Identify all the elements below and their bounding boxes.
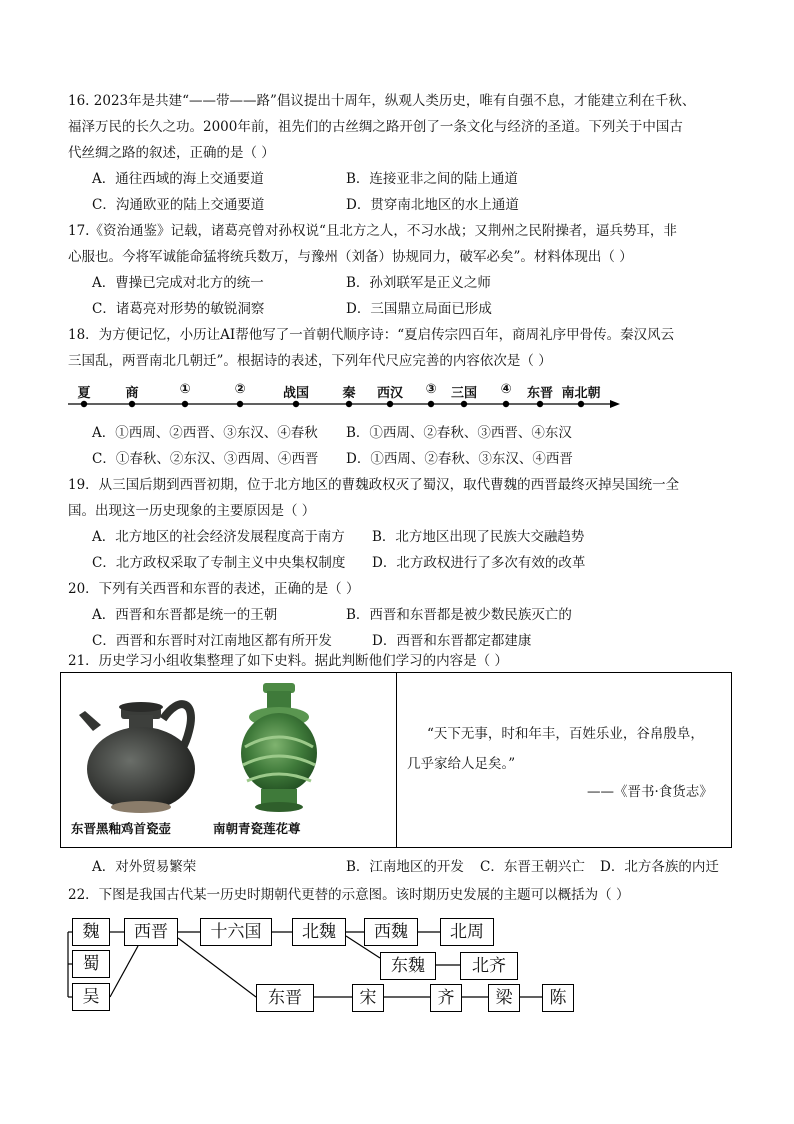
- q21-quote-line-1: “天下无事，时和年丰，百姓乐业，谷帛殷阜，: [427, 726, 704, 742]
- timeline-label-6: 西汉: [376, 386, 404, 401]
- q17-stem-2: 心服也。今将军诚能命猛将统兵数万，与豫州（刘备）协规同力，破军必矣”。材料体现出（ ）: [68, 249, 633, 265]
- timeline-dot-7: [428, 401, 434, 407]
- q17-option-c[interactable]: C．诸葛亮对形势的敏锐洞察: [92, 301, 265, 317]
- timeline-label-9: ④: [500, 382, 512, 397]
- q17-stem-1: 17.《资治通鉴》记载，诸葛亮曾对孙权说“且北方之人，不习水战；又荆州之民附操者，逼兵势耳，非: [68, 223, 677, 239]
- timeline-dot-4: [293, 401, 299, 407]
- q21-option-c[interactable]: C．东晋王朝兴亡: [480, 859, 585, 875]
- diagram-chen: 陈: [542, 984, 574, 1012]
- timeline-label-11: 南北朝: [561, 386, 601, 401]
- diagram-beiwei: 北魏: [292, 918, 346, 946]
- timeline-dot-0: [81, 401, 87, 407]
- q18-stem-2: 三国乱，两晋南北几朝迁”。根据诗的表述，下列年代尺应完善的内容依次是（ ）: [68, 353, 552, 369]
- q17-option-b[interactable]: B．孙刘联军是正义之师: [346, 275, 491, 291]
- diagram-dongwei: 东魏: [380, 952, 436, 980]
- q21-divider: [396, 673, 397, 847]
- q20-option-a[interactable]: A．西晋和东晋都是统一的王朝: [92, 607, 278, 623]
- diagram-beiqi: 北齐: [460, 952, 518, 980]
- ewer-caption: 东晋黑釉鸡首瓷壶: [71, 821, 172, 836]
- q20-stem: 20．下列有关西晋和东晋的表述，正确的是（ ）: [68, 581, 360, 597]
- diagram-wu: 吴: [72, 983, 110, 1011]
- diagram-beizhou: 北周: [440, 918, 494, 946]
- q17-option-a[interactable]: A．曹操已完成对北方的统一: [92, 275, 264, 291]
- timeline-arrow: [610, 400, 620, 408]
- q21-quote-line-2: 几乎家给人足矣。”: [407, 756, 516, 772]
- timeline-label-10: 东晋: [526, 386, 554, 401]
- timeline-label-3: ②: [234, 382, 246, 397]
- q20-option-d[interactable]: D．西晋和东晋都定都建康: [372, 633, 532, 649]
- timeline-dot-9: [503, 401, 509, 407]
- q19-option-d[interactable]: D．北方政权进行了多次有效的改革: [372, 555, 586, 571]
- q22-stem: 22．下图是我国古代某一历史时期朝代更替的示意图。该时期历史发展的主题可以概括为（ ）: [68, 887, 630, 903]
- timeline-dot-8: [461, 401, 467, 407]
- q20-option-b[interactable]: B．西晋和东晋都是被少数民族灭亡的: [346, 607, 572, 623]
- timeline-dot-2: [182, 401, 188, 407]
- q19-stem-2: 国。出现这一历史现象的主要原因是（ ）: [68, 503, 316, 519]
- timeline-dot-1: [129, 401, 135, 407]
- timeline-label-8: 三国: [450, 386, 478, 401]
- q16-option-a[interactable]: A．通往西域的海上交通要道: [92, 171, 264, 187]
- q18-option-c[interactable]: C．①春秋、②东汉、③西周、④西晋: [92, 451, 319, 467]
- timeline-label-5: 秦: [342, 386, 356, 401]
- diagram-liang: 梁: [488, 984, 520, 1012]
- q21-stem: 21．历史学习小组收集整理了如下史料。据此判断他们学习的内容是（ ）: [68, 653, 508, 669]
- timeline-dot-3: [237, 401, 243, 407]
- q18-option-d[interactable]: D．①西周、②春秋、③东汉、④西晋: [346, 451, 573, 467]
- q19-stem-1: 19．从三国后期到西晋初期，位于北方地区的曹魏政权灭了蜀汉，取代曹魏的西晋最终灭掉吴国统一全: [68, 477, 680, 493]
- celadon-lotus-zun-image: [229, 677, 329, 817]
- timeline-label-7: ③: [425, 382, 437, 397]
- q16-option-d[interactable]: D．贯穿南北地区的水上通道: [346, 197, 519, 213]
- q21-quote-source: ——《晋书·食货志》: [587, 784, 713, 800]
- timeline-dot-11: [578, 401, 584, 407]
- diagram-shiliuguo: 十六国: [200, 918, 272, 946]
- diagram-xijin: 西晋: [124, 918, 178, 946]
- diagram-shu: 蜀: [72, 950, 110, 978]
- q16-stem-2: 福泽万民的长久之功。2000年前，祖先们的古丝绸之路开创了一条文化与经济的圣道。下列关于中国古: [68, 119, 683, 135]
- q16-option-c[interactable]: C．沟通欧亚的陆上交通要道: [92, 197, 265, 213]
- timeline-label-2: ①: [179, 382, 191, 397]
- timeline-dot-5: [346, 401, 352, 407]
- q19-option-a[interactable]: A．北方地区的社会经济发展程度高于南方: [92, 529, 345, 545]
- q18-stem-1: 18．为方便记忆，小历让AI帮他写了一首朝代顺序诗：“夏启传宗四百年，商周礼序甲骨传。秦汉风云: [68, 327, 675, 343]
- q21-source-table: [60, 672, 732, 848]
- q16-stem-3: 代丝绸之路的叙述，正确的是（ ）: [68, 145, 275, 161]
- q21-option-b[interactable]: B．江南地区的开发: [346, 859, 464, 875]
- timeline-label-0: 夏: [77, 386, 91, 401]
- diagram-dongjin: 东晋: [256, 984, 314, 1012]
- q16-stem-1: 16. 2023年是共建“——带——路”倡议提出十周年，纵观人类历史，唯有自强不息，才能建立利在千秋、: [68, 93, 696, 109]
- q20-option-c[interactable]: C．西晋和东晋时对江南地区都有所开发: [92, 633, 332, 649]
- diagram-qi: 齐: [430, 984, 462, 1012]
- timeline-label-4: 战国: [282, 386, 310, 401]
- diagram-xiwei: 西魏: [364, 918, 418, 946]
- q21-option-a[interactable]: A．对外贸易繁荣: [92, 859, 197, 875]
- q18-option-b[interactable]: B．①西周、②春秋、③西晋、④东汉: [346, 425, 572, 441]
- timeline-label-1: 商: [125, 386, 139, 401]
- q19-option-c[interactable]: C．北方政权采取了专制主义中央集权制度: [92, 555, 346, 571]
- timeline-dot-10: [537, 401, 543, 407]
- q17-option-d[interactable]: D．三国鼎立局面已形成: [346, 301, 492, 317]
- zun-caption: 南朝青瓷莲花尊: [213, 821, 301, 836]
- diagram-song: 宋: [352, 984, 384, 1012]
- q19-option-b[interactable]: B．北方地区出现了民族大交融趋势: [372, 529, 585, 545]
- q18-option-a[interactable]: A．①西周、②西晋、③东汉、④春秋: [92, 425, 318, 441]
- q21-option-d[interactable]: D．北方各族的内迁: [600, 859, 719, 875]
- q16-option-b[interactable]: B．连接亚非之间的陆上通道: [346, 171, 518, 187]
- diagram-wei: 魏: [72, 918, 110, 946]
- timeline-dot-6: [387, 401, 393, 407]
- black-glazed-ewer-image: [75, 685, 205, 815]
